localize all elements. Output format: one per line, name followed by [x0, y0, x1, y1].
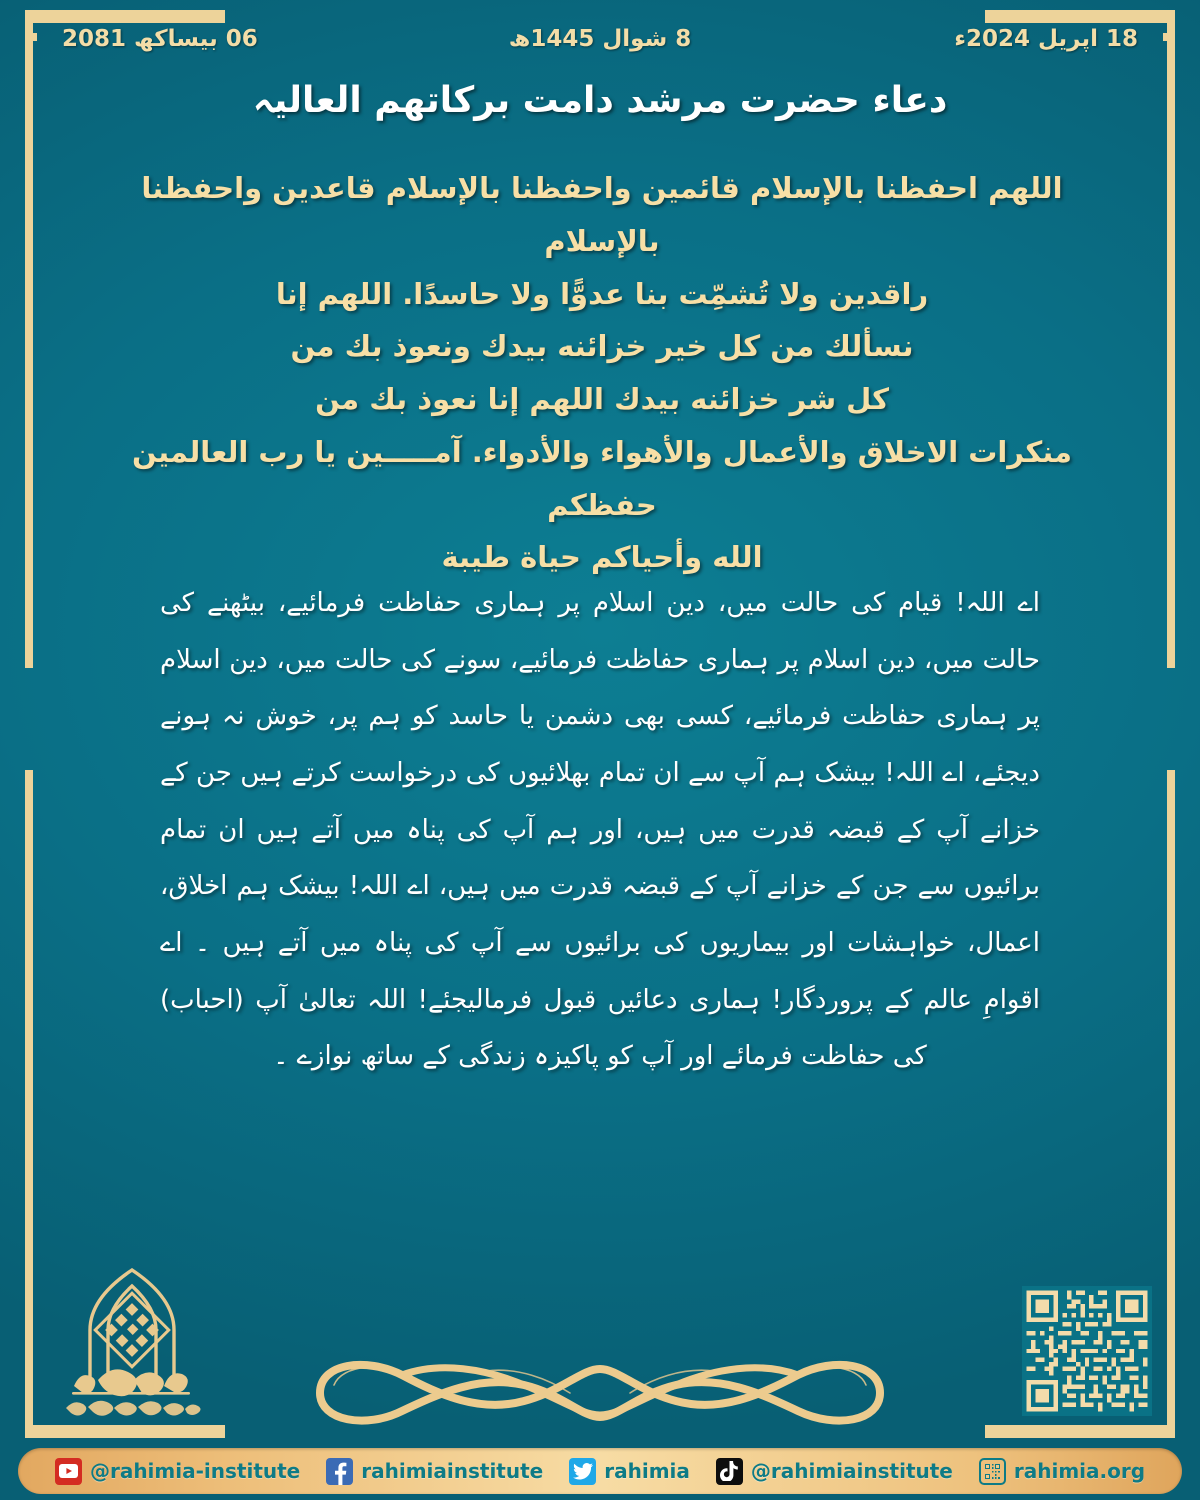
social-link-website[interactable]: [979, 1458, 1145, 1485]
tiktok-handle: @rahimiainstitute: [750, 1459, 953, 1483]
arabic-line: نسألك من كل خير خزائنه بيدك ونعوذ بك من: [290, 329, 914, 364]
frame-top-right-bar: [985, 10, 1175, 23]
arabic-dua-block: [92, 162, 1112, 584]
gregorian-date: 18 اپریل 2024ء: [954, 26, 1138, 52]
frame-bottom-right-bar: [985, 1425, 1175, 1438]
frame-top-left-bar: [25, 10, 225, 23]
hijri-date: 8 شوال 1445ھ: [508, 26, 692, 52]
arabic-line: راقدين ولا تُشمِّت بنا عدوًّا ولا حاسدًا. اللهم إنا: [275, 276, 929, 311]
social-link-twitter[interactable]: [569, 1458, 690, 1485]
arabic-line: منكرات الاخلاق والأعمال والأهواء والأدواء. آمـــــين يا رب العالمين حفظكم: [131, 434, 1073, 522]
page-title: دعاء حضرت مرشد دامت بركاتهم العاليہ: [252, 80, 948, 121]
website-handle: rahimia.org: [1013, 1459, 1146, 1483]
arabic-line: كل شر خزائنه بيدك اللهم إنا نعوذ بك من: [315, 382, 889, 417]
frame-left-rail-lower: [25, 770, 33, 1430]
facebook-icon: [326, 1458, 353, 1485]
social-link-youtube[interactable]: [55, 1458, 300, 1485]
social-link-facebook[interactable]: [326, 1458, 543, 1485]
bikrami-date: 06 بیساکھ 2081: [62, 26, 258, 52]
social-footer-bar: [18, 1448, 1182, 1494]
tiktok-icon: [716, 1458, 743, 1485]
rahimia-logo: [48, 1268, 218, 1418]
facebook-handle: rahimiainstitute: [361, 1459, 544, 1483]
header-date-row: [0, 26, 1200, 72]
qr-code[interactable]: [1022, 1286, 1152, 1416]
urdu-translation: اے اللہ! قیام کی حالت میں، دین اسلام پر ہماری حفاظت فرمائیے، بیٹھنے کی حالت میں، دین اسلام پر ہماری حفاظت فرمائیے، سونے کی حالت میں، دین اسلام پر ہماری حفاظت فرمائیے، کسی بھی دشمن یا حاسد کو ہم پر، خوش نہ ہونے دیجئے، اے اللہ! بیشک ہم آپ سے ان تمام بھلائیوں کی درخواست کرتے ہیں جن کے خزانے آپ کے قبضہ قدرت میں ہیں، اور ہم آپ کی پناہ میں آتے ہیں ان تمام برائیوں سے جن کے خزانے آپ کے قبضہ قدرت میں ہیں، اے اللہ! بیشک ہم اخلاق، اعمال، خواہشات اور بیماریوں کی برائیوں سے آپ کی پناہ میں آتے ہیں ۔ اے اقوامِ عالم کے پروردگار! ہماری دعائیں قبول فرمالیجئے! اللہ تعالیٰ آپ (احباب) کی حفاظت فرمائے اور آپ کو پاکیزہ زندگی کے ساتھ نوازے ۔: [160, 588, 1040, 1072]
twitter-icon: [569, 1458, 596, 1485]
qr-code-icon: [979, 1458, 1006, 1485]
frame-right-rail-lower: [1167, 770, 1175, 1430]
youtube-icon: [55, 1458, 82, 1485]
arabic-line: الله وأحياكم حياة طيبة: [441, 540, 763, 575]
social-link-tiktok[interactable]: [716, 1458, 953, 1485]
twitter-handle: rahimia: [604, 1459, 690, 1483]
arabic-line: اللهم احفظنا بالإسلام قائمين واحفظنا بالإسلام قاعدين واحفظنا بالإسلام: [141, 171, 1063, 258]
youtube-handle: @rahimia-institute: [89, 1459, 301, 1483]
ornamental-flourish: [290, 1345, 910, 1440]
frame-bottom-left-bar: [25, 1425, 225, 1438]
